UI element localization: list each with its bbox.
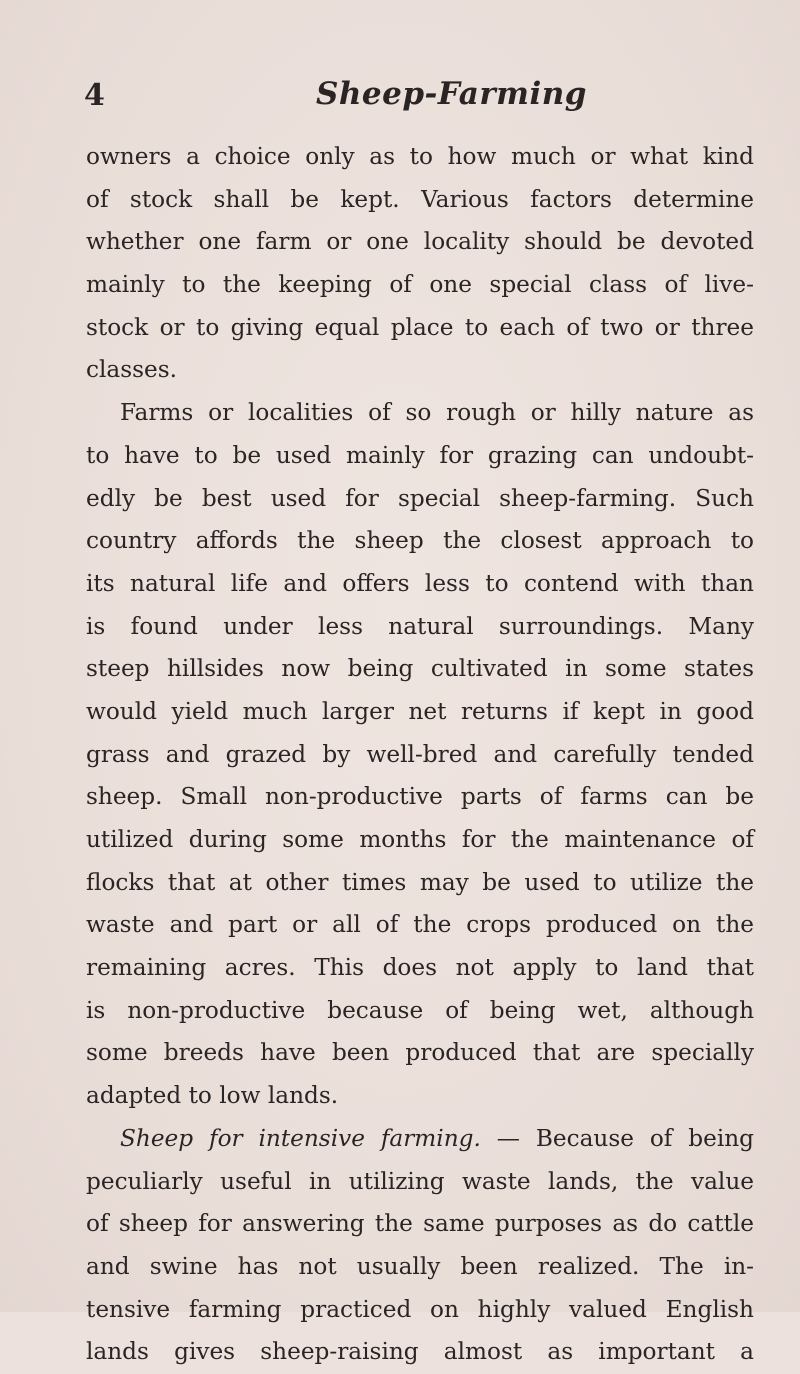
text-line: of stock shall be kept. Various factors determine — [86, 185, 754, 213]
text-line: classes. — [86, 356, 178, 384]
text-line: utilized during some months for the maintenance of — [86, 826, 754, 853]
text-line: Farms or localities of so rough or hilly nature as — [120, 399, 754, 427]
running-title: Sheep-Farming — [316, 76, 587, 112]
text-line: of sheep for answering the same purposes as do cattle — [86, 1210, 754, 1238]
text-line: country affords the sheep the closest approach to — [86, 527, 754, 555]
paragraph-1 — [86, 136, 754, 392]
text-line: peculiarly useful in utilizing waste lands, the value — [86, 1167, 754, 1195]
text-line: stock or to giving equal place to each of two or three — [86, 313, 754, 341]
page-number: 4 — [84, 78, 105, 113]
text-line: to have to be used mainly for grazing can undoubt- — [86, 441, 754, 469]
text-line: is non-productive because of being wet, although — [86, 996, 754, 1024]
text-line: sheep. Small non-productive parts of farms can be — [86, 783, 754, 811]
paragraph-2 — [86, 392, 754, 1118]
text-line — [86, 1118, 754, 1161]
text-line: flocks that at other times may be used to utilize the — [86, 868, 754, 896]
text-line: lands gives sheep-raising almost as important a — [86, 1338, 754, 1366]
section-heading: Sheep for intensive farming. — [120, 1124, 481, 1152]
text-line: grass and grazed by well-bred and carefully tended — [86, 740, 754, 768]
text-line: whether one farm or one locality should be devoted — [86, 228, 754, 256]
paragraph-3 — [86, 1118, 754, 1374]
text-line: is found under less natural surroundings. Many — [86, 612, 754, 640]
running-head — [84, 74, 756, 118]
text-line: its natural life and offers less to contend with than — [86, 569, 754, 597]
text-line: would yield much larger net returns if kept in good — [86, 697, 754, 725]
body-text — [86, 136, 754, 1374]
text-line: tensive farming practiced on highly valued English — [86, 1295, 754, 1323]
text-line: steep hillsides now being cultivated in some states — [86, 655, 754, 683]
text-line: mainly to the keeping of one special class of live- — [86, 271, 754, 299]
text-line: and swine has not usually been realized. The in- — [86, 1252, 754, 1280]
text-line: adapted to low lands. — [86, 1082, 339, 1110]
text-line: remaining acres. This does not apply to land that — [86, 954, 754, 982]
text-line: waste and part or all of the crops produced on the — [86, 911, 754, 939]
text-line: some breeds have been produced that are specially — [86, 1039, 754, 1067]
text-line: owners a choice only as to how much or what kind — [86, 143, 754, 170]
heading-continuation: — Because of being — [496, 1124, 755, 1152]
text-line: edly be best used for special sheep-farming. Such — [86, 484, 754, 512]
